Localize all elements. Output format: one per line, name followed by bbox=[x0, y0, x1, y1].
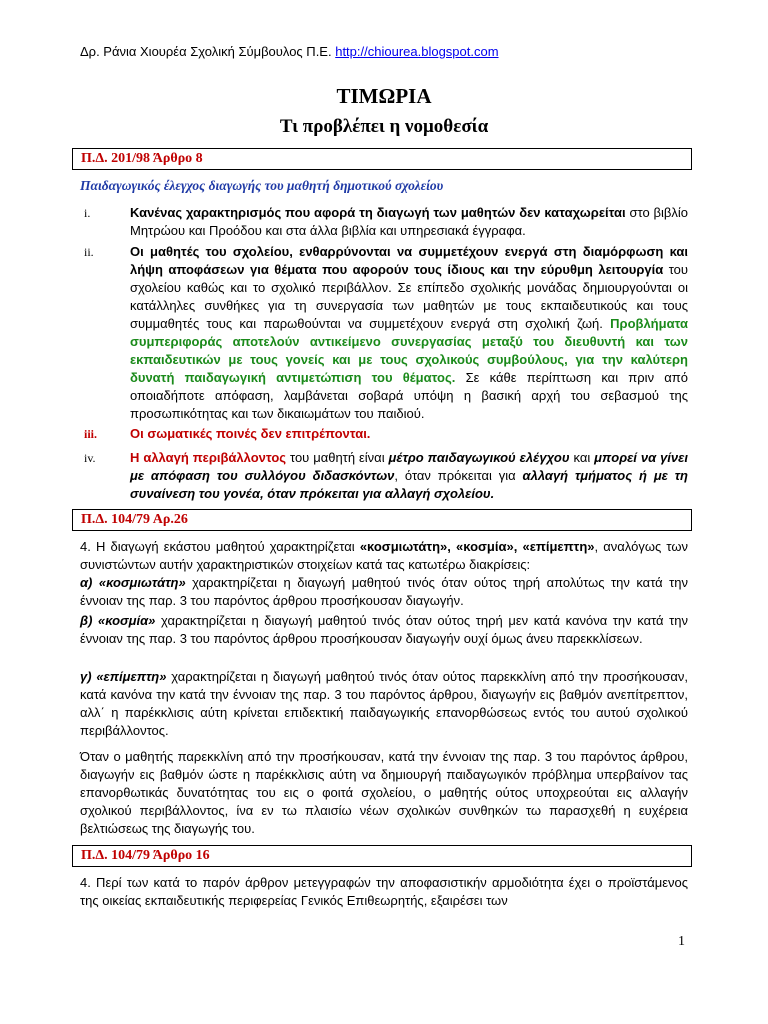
intro-text-end: , αναλόγως των συνιστώντων αυτήν χαρακτηριστικών στοιχείων κατά τας κατωτέρω διακρίσεις: bbox=[80, 539, 688, 572]
section2-paragraph: Όταν ο μαθητής παρεκκλίνη από την προσήκουσαν, κατά την έννοιαν της παρ. 3 του παρόντος άρθρου, διαγωγήν εις βαθμόν ώστε η παρέκκλισις αύτη να δημιουργή παιδαγωγικόν πρόβλημα υπερβαίνον τας επανορθωτικάς δυνατότητας του εις ο φοιτά σχολείου, ο μαθητής ούτος υποχρεούται εις αλλαγήν σχολικού περιβάλλοντος, ίνα εν τω πλαισίω νέων σχολικών συνθηκών τω παρασχεθή η ευχέρεια βελτιώσεως της διαγωγής του. bbox=[80, 749, 688, 836]
item-bold-text: Κανένας χαρακτηρισμός που αφορά τη διαγωγή των μαθητών δεν καταχωρείται bbox=[130, 205, 626, 220]
item-red-text: Η αλλαγή περιβάλλοντος bbox=[130, 450, 287, 465]
term-c-label: γ) «επίμεπτη» bbox=[80, 669, 167, 684]
item-emph-text: μπορεί να γίνει με απόφαση του συλλόγου διδασκόντων bbox=[130, 450, 688, 483]
item-green-text: Προβλήματα συμπεριφοράς αποτελούν αντικείμενο συνεργασίας μεταξύ του διευθυντή και των εκπαιδευτικών με τους γονείς και με τους σχολικούς συμβούλους, για την καλύτερη δυνατή παιδαγωγική αντιμετώπιση του θέματος. bbox=[130, 316, 688, 385]
page-header bbox=[80, 44, 499, 59]
item-number: iii. bbox=[84, 427, 98, 441]
page-subtitle: Τι προβλέπει η νομοθεσία bbox=[279, 116, 489, 137]
list-item bbox=[80, 449, 688, 503]
item-emph-text: μέτρο παιδαγωγικού ελέγχου bbox=[388, 450, 570, 465]
section2-intro bbox=[80, 538, 688, 610]
term-a-label: α) «κοσμιωτάτη» bbox=[80, 575, 186, 590]
item-number: i. bbox=[84, 206, 91, 220]
page-title: ΤΙΜΩΡΙΑ bbox=[336, 84, 432, 108]
term-c-text: χαρακτηρίζεται η διαγωγή μαθητού τινός όταν ούτος παρεκκλίνη από την προσήκουσαν, κατά κανόνα την κατά την έννοιαν της παρ. 3 του παρόντος άρθρου, διαγωγήν εις βαθμόν ανεπίτρεπτον, αλλ΄ η παρέκκλισις αύτη κρίνεται επιδεκτική παιδαγωγικής επανορθώσεως εντός του αυτού σχολικού περιβάλλοντος. bbox=[80, 669, 688, 738]
blog-link[interactable]: http://chiourea.blogspot.com bbox=[335, 44, 499, 59]
item-text: του μαθητή είναι bbox=[286, 450, 389, 465]
item-red-text: Οι σωματικές ποινές δεν επιτρέπονται. bbox=[130, 426, 371, 441]
item-text: του σχολείου καθώς και το σχολικό περιβάλλον. Σε επίπεδο σχολικής μονάδας δημιουργούνται οι κατάλληλες συνθήκες για τη συνεργασία των μαθητών με τους εκπαιδευτικούς και τους συμμαθητές τους και παρωθούνται να συμμετέχουν ενεργά στη σχολική ζωή. bbox=[130, 262, 688, 331]
list-item bbox=[80, 425, 688, 443]
item-text: και bbox=[569, 450, 595, 465]
intro-text: 4. Η διαγωγή εκάστου μαθητού χαρακτηρίζεται bbox=[80, 539, 360, 554]
item-text: , όταν πρόκειται για bbox=[394, 468, 523, 483]
item-number: ii. bbox=[84, 245, 94, 259]
item-emph-text: αλλαγή τμήματος ή με τη συναίνεση του γονέα, όταν πρόκειται για αλλαγή σχολείου. bbox=[130, 468, 688, 501]
section2-term-b bbox=[80, 612, 688, 648]
item-number: iv. bbox=[84, 451, 96, 465]
item-text-continued: Σε κάθε περίπτωση και πριν από οποιαδήποτε απόφαση, λαμβάνεται σοβαρά υπόψη η βασική αρχή του σεβασμού της προσωπικότητας και των δικαιωμάτων του παιδιού. bbox=[130, 370, 688, 421]
item-text: στο βιβλίο Μητρώου και Προόδου και στα άλλα βιβλία και υπηρεσιακά έγγραφα. bbox=[130, 205, 689, 238]
list-item bbox=[80, 204, 688, 240]
term-a-text: χαρακτηρίζεται η διαγωγή μαθητού τινός όταν ούτος τηρή απολύτως την κατά την έννοιαν της παρ. 3 του παρόντος άρθρου προσήκουσαν διαγωγήν. bbox=[80, 575, 688, 608]
page-number: 1 bbox=[678, 934, 685, 949]
term-b-text: χαρακτηρίζεται η διαγωγή μαθητού τινός όταν ούτος τηρή μεν κατά κανόνα την κατά την έννοιαν της παρ. 3 του παρόντος άρθρου προσήκουσαν διαγωγήν ουχί όμως άνευ παρεκκλίσεων. bbox=[80, 613, 689, 646]
header-text: Δρ. Ράνια Χιουρέα Σχολική Σύμβουλος Π.Ε. bbox=[80, 44, 332, 59]
section3-heading: Π.Δ. 104/79 Άρθρο 16 bbox=[72, 845, 692, 867]
section2-heading: Π.Δ. 104/79 Αρ.26 bbox=[72, 509, 692, 531]
term-b-label: β) «κοσμία» bbox=[80, 613, 156, 628]
section3-paragraph: 4. Περί των κατά το παρόν άρθρον μετεγγραφών την αποφασιστικήν αρμοδιότητα έχει ο προϊστάμενος της οικείας εκπαιδευτικής περιφερείας Γενικός Επιθεωρητής, εξαιρέσει των bbox=[80, 875, 688, 908]
item-bold-text: Οι μαθητές του σχολείου, ενθαρρύνονται να συμμετέχουν ενεργά στη διαμόρφωση και λήψη αποφάσεων για θέματα που αφορούν τους ίδιους και την εύρυθμη λειτουργία bbox=[130, 244, 688, 277]
section2-term-c bbox=[80, 668, 688, 740]
list-item bbox=[80, 243, 688, 423]
section1-subheading: Παιδαγωγικός έλεγχος διαγωγής του μαθητή δημοτικού σχολείου bbox=[80, 178, 444, 193]
intro-terms: «κοσμιωτάτη», «κοσμία», «επίμεπτη» bbox=[359, 539, 595, 554]
section1-heading: Π.Δ. 201/98 Άρθρο 8 bbox=[72, 148, 692, 170]
